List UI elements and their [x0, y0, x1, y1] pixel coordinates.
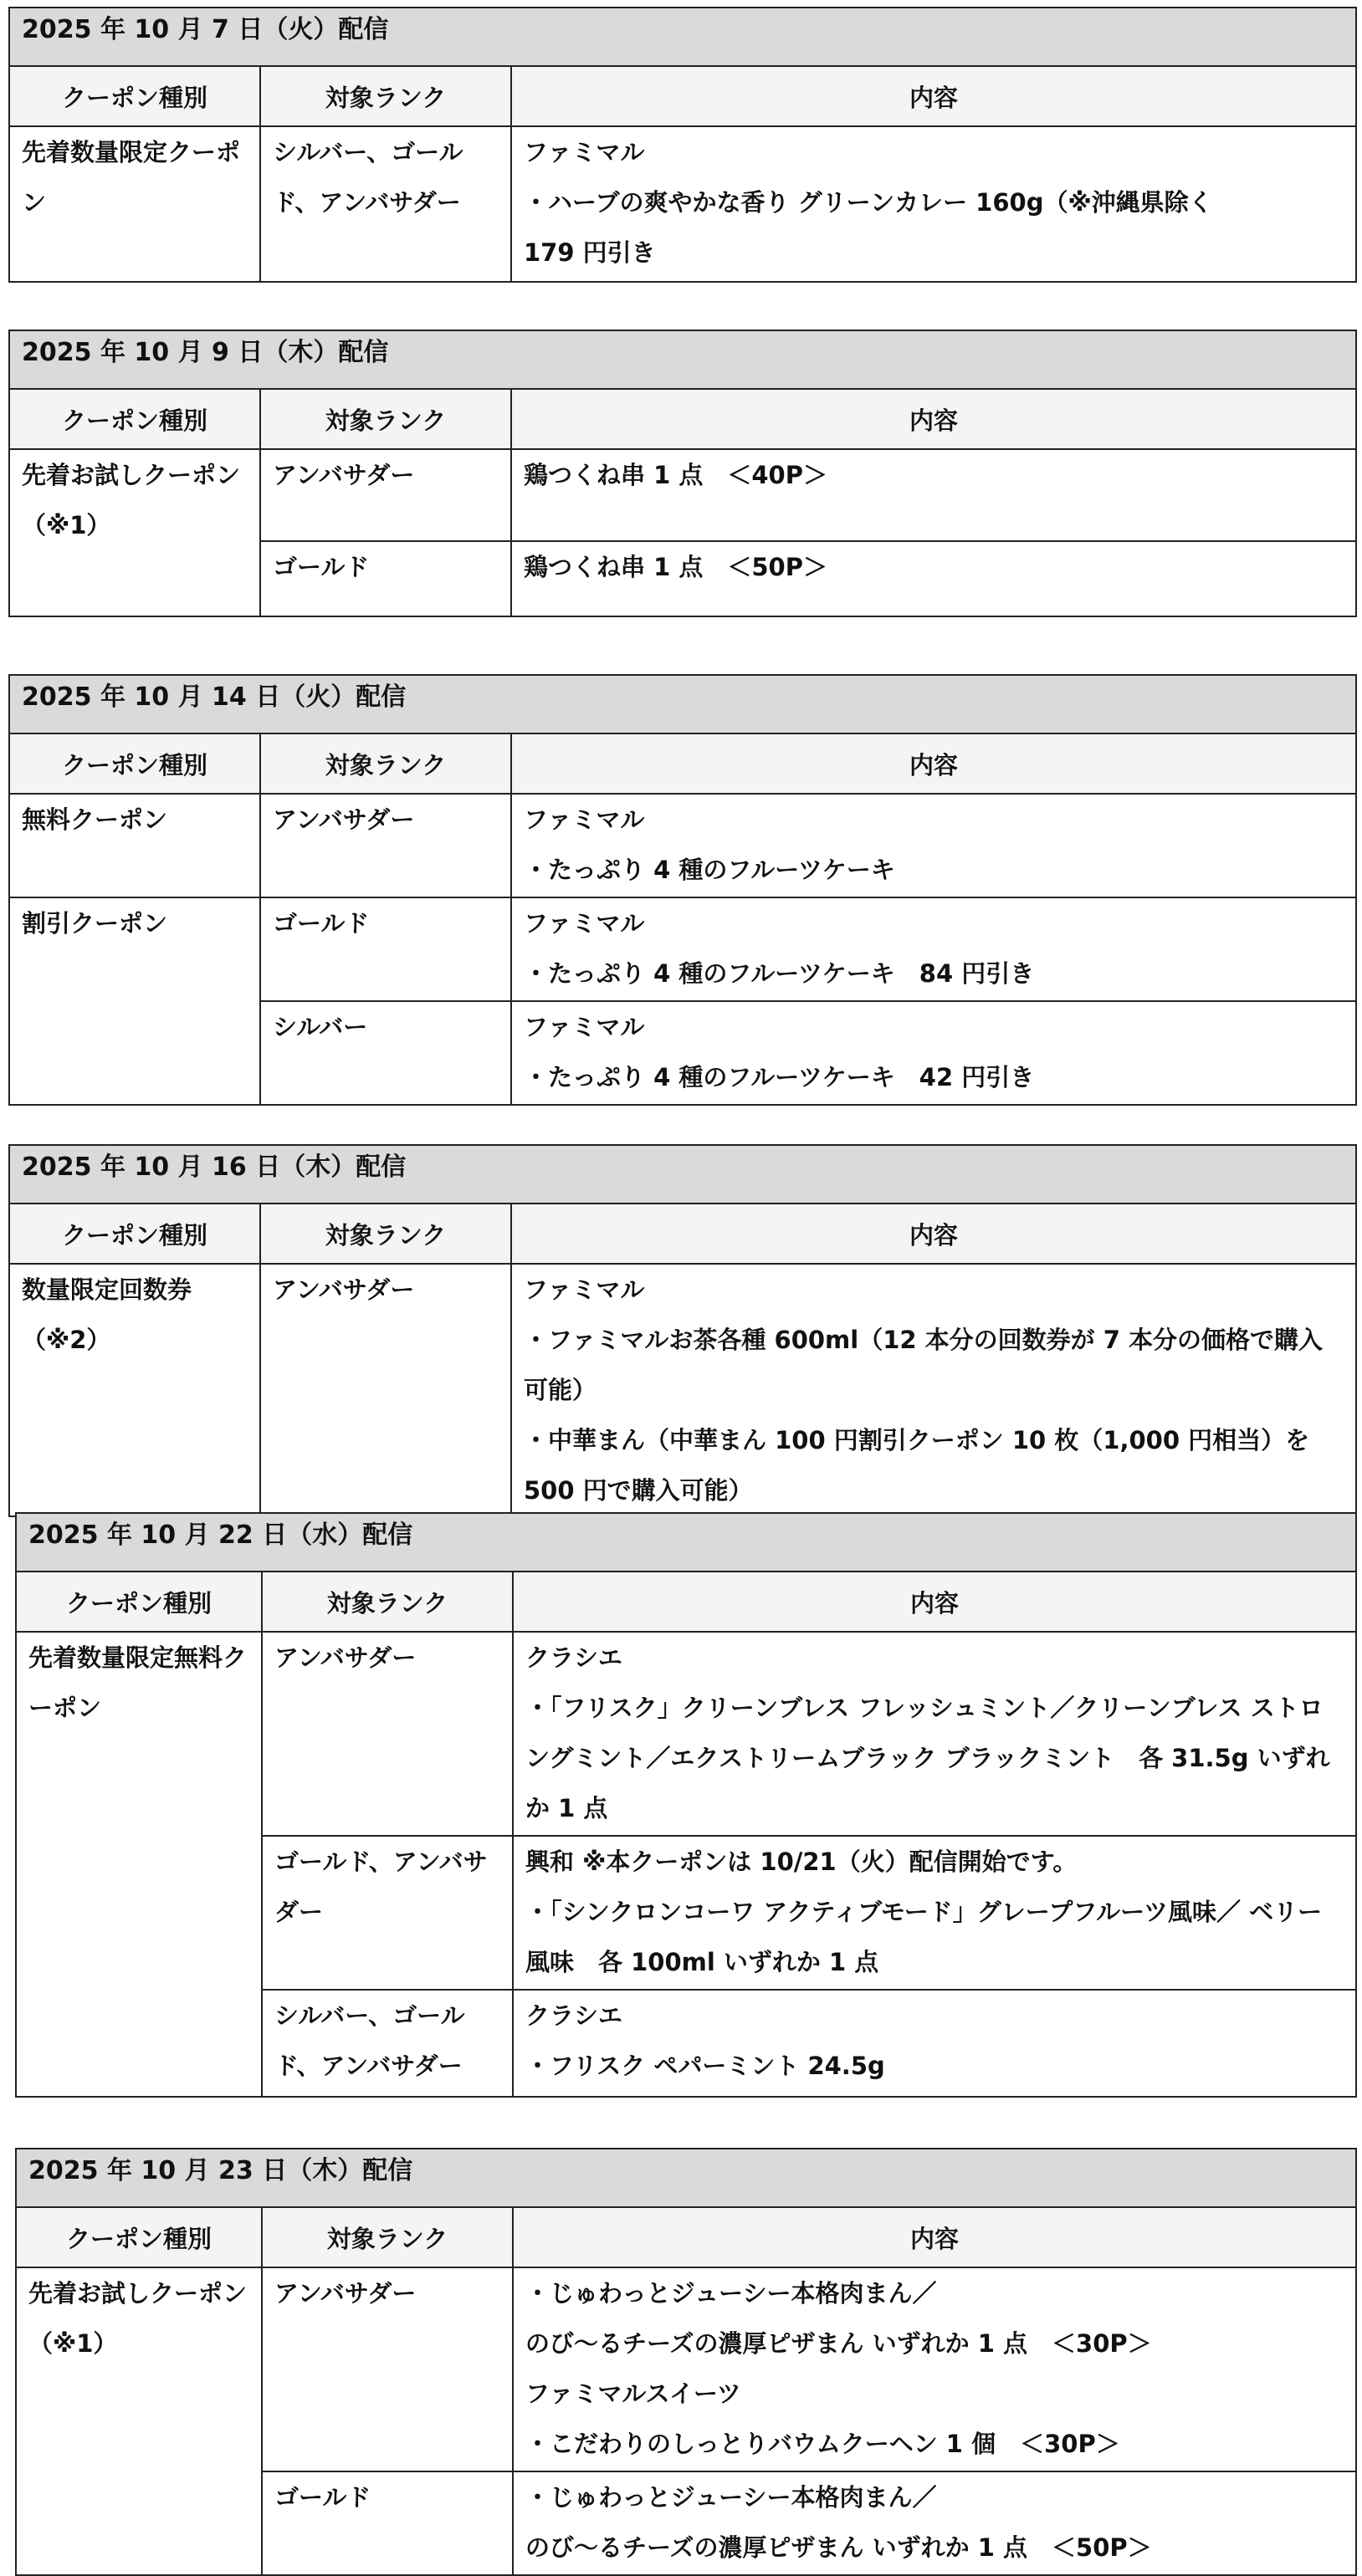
content-line: ・中華まん（中華まん 100 円割引クーポン 10 枚（1,000 円相当）を 500 円で購入可能） [524, 1426, 1310, 1505]
content-line: ・ファミマルお茶各種 600ml（12 本分の回数券が 7 本分の価格で購入可能） [524, 1326, 1324, 1404]
target-rank-cell: アンバサダー [260, 449, 511, 541]
header-target-rank: 対象ランク [262, 2207, 513, 2267]
content-line: ファミマル [524, 909, 645, 938]
content-cell [513, 1990, 1356, 2097]
content-line: ・たっぷり 4 種のフルーツケーキ [524, 856, 895, 884]
content-line: 鶏つくね串 1 点 ＜40P＞ [524, 461, 827, 489]
target-rank-cell: アンバサダー [262, 2267, 513, 2471]
header-target-rank: 対象ランク [260, 389, 511, 449]
content-line: 179 円引き [524, 238, 656, 267]
content-line: ファミマル [524, 138, 645, 166]
content-line: ファミマルスイーツ [525, 2379, 741, 2408]
content-cell [511, 897, 1356, 1001]
content-line: ファミマル [524, 1013, 645, 1041]
content-line: 鶏つくね串 1 点 ＜50P＞ [524, 553, 827, 581]
section-date: 2025 年 10 月 9 日（木）配信 [9, 330, 1356, 389]
content-cell [511, 1001, 1356, 1105]
header-coupon-type: クーポン種別 [9, 733, 260, 794]
target-rank-cell: ゴールド [262, 2471, 513, 2575]
content-line: ファミマル [524, 1275, 645, 1304]
header-coupon-type: クーポン種別 [9, 66, 260, 126]
target-rank-cell: アンバサダー [260, 794, 511, 897]
header-target-rank: 対象ランク [262, 1572, 513, 1632]
content-cell [511, 126, 1356, 282]
target-rank-cell: ゴールド [260, 897, 511, 1001]
content-line: ・じゅわっとジューシー本格肉まん／ [525, 2279, 937, 2308]
content-line: クラシエ [525, 2001, 623, 2030]
coupon-type-cell: 先着数量限定クーポン [9, 126, 260, 282]
header-target-rank: 対象ランク [260, 1204, 511, 1264]
header-coupon-type: クーポン種別 [9, 389, 260, 449]
content-line: ・たっぷり 4 種のフルーツケーキ 84 円引き [524, 959, 1035, 988]
coupon-type-cell: 割引クーポン [9, 897, 260, 1105]
target-rank-cell: ゴールド、アンバサダー [262, 1836, 513, 1990]
header-coupon-type: クーポン種別 [16, 1572, 262, 1632]
content-cell [513, 2471, 1356, 2575]
coupon-type-cell: 数量限定回数券（※2） [9, 1264, 260, 1516]
coupon-type-cell: 無料クーポン [9, 794, 260, 897]
header-target-rank: 対象ランク [260, 66, 511, 126]
target-rank-cell: シルバー、ゴールド、アンバサダー [260, 126, 511, 282]
header-content: 内容 [511, 1204, 1356, 1264]
content-line: のび～るチーズの濃厚ピザまん いずれか 1 点 ＜50P＞ [525, 2533, 1152, 2562]
content-cell [511, 541, 1356, 616]
content-cell [513, 1632, 1356, 1836]
header-content: 内容 [511, 733, 1356, 794]
target-rank-cell: シルバー [260, 1001, 511, 1105]
coupon-table-oct22 [15, 1512, 1357, 2098]
coupon-table-oct14 [8, 674, 1357, 1106]
section-date: 2025 年 10 月 14 日（火）配信 [9, 675, 1356, 733]
target-rank-cell: アンバサダー [262, 1632, 513, 1836]
target-rank-cell: アンバサダー [260, 1264, 511, 1516]
content-cell [513, 1836, 1356, 1990]
header-target-rank: 対象ランク [260, 733, 511, 794]
target-rank-cell: シルバー、ゴールド、アンバサダー [262, 1990, 513, 2097]
content-cell [511, 1264, 1356, 1516]
coupon-table-oct9 [8, 330, 1357, 617]
content-line: ・「シンクロンコーワ アクティブモード」グレープフルーツ風味／ ベリー風味 各 100ml いずれか 1 点 [525, 1898, 1323, 1976]
content-line: のび～るチーズの濃厚ピザまん いずれか 1 点 ＜30P＞ [525, 2329, 1152, 2358]
header-content: 内容 [513, 1572, 1356, 1632]
header-content: 内容 [511, 66, 1356, 126]
coupon-table-oct23 [15, 2148, 1357, 2576]
coupon-table-oct7 [8, 7, 1357, 283]
content-cell [511, 794, 1356, 897]
coupon-table-oct16 [8, 1144, 1357, 1517]
section-date: 2025 年 10 月 23 日（木）配信 [16, 2149, 1356, 2207]
header-coupon-type: クーポン種別 [9, 1204, 260, 1264]
content-line: 興和 ※本クーポンは 10/21（火）配信開始です。 [525, 1848, 1078, 1876]
content-line: ・たっぷり 4 種のフルーツケーキ 42 円引き [524, 1063, 1035, 1091]
header-coupon-type: クーポン種別 [16, 2207, 262, 2267]
content-line: ファミマル [524, 805, 645, 834]
header-content: 内容 [513, 2207, 1356, 2267]
content-cell [513, 2267, 1356, 2471]
content-line: ・ハーブの爽やかな香り グリーンカレー 160g（※沖縄県除く [524, 188, 1213, 217]
coupon-type-cell: 先着お試しクーポン（※1） [16, 2267, 262, 2575]
header-content: 内容 [511, 389, 1356, 449]
content-line: クラシエ [525, 1643, 623, 1672]
content-cell [511, 449, 1356, 541]
coupon-type-cell: 先着数量限定無料クーポン [16, 1632, 262, 2097]
content-line: ・こだわりのしっとりバウムクーヘン 1 個 ＜30P＞ [525, 2430, 1120, 2458]
coupon-type-cell: 先着お試しクーポン（※1） [9, 449, 260, 616]
target-rank-cell: ゴールド [260, 541, 511, 616]
content-line: ・じゅわっとジューシー本格肉まん／ [525, 2483, 937, 2512]
section-date: 2025 年 10 月 7 日（火）配信 [9, 8, 1356, 66]
content-line: ・「フリスク」クリーンブレス フレッシュミント／クリーンブレス ストロングミント／エクストリームブラック ブラックミント 各 31.5g いずれか 1 点 [525, 1694, 1330, 1822]
content-line: ・フリスク ペパーミント 24.5g [525, 2052, 885, 2080]
section-date: 2025 年 10 月 22 日（水）配信 [16, 1513, 1356, 1572]
section-date: 2025 年 10 月 16 日（木）配信 [9, 1145, 1356, 1204]
